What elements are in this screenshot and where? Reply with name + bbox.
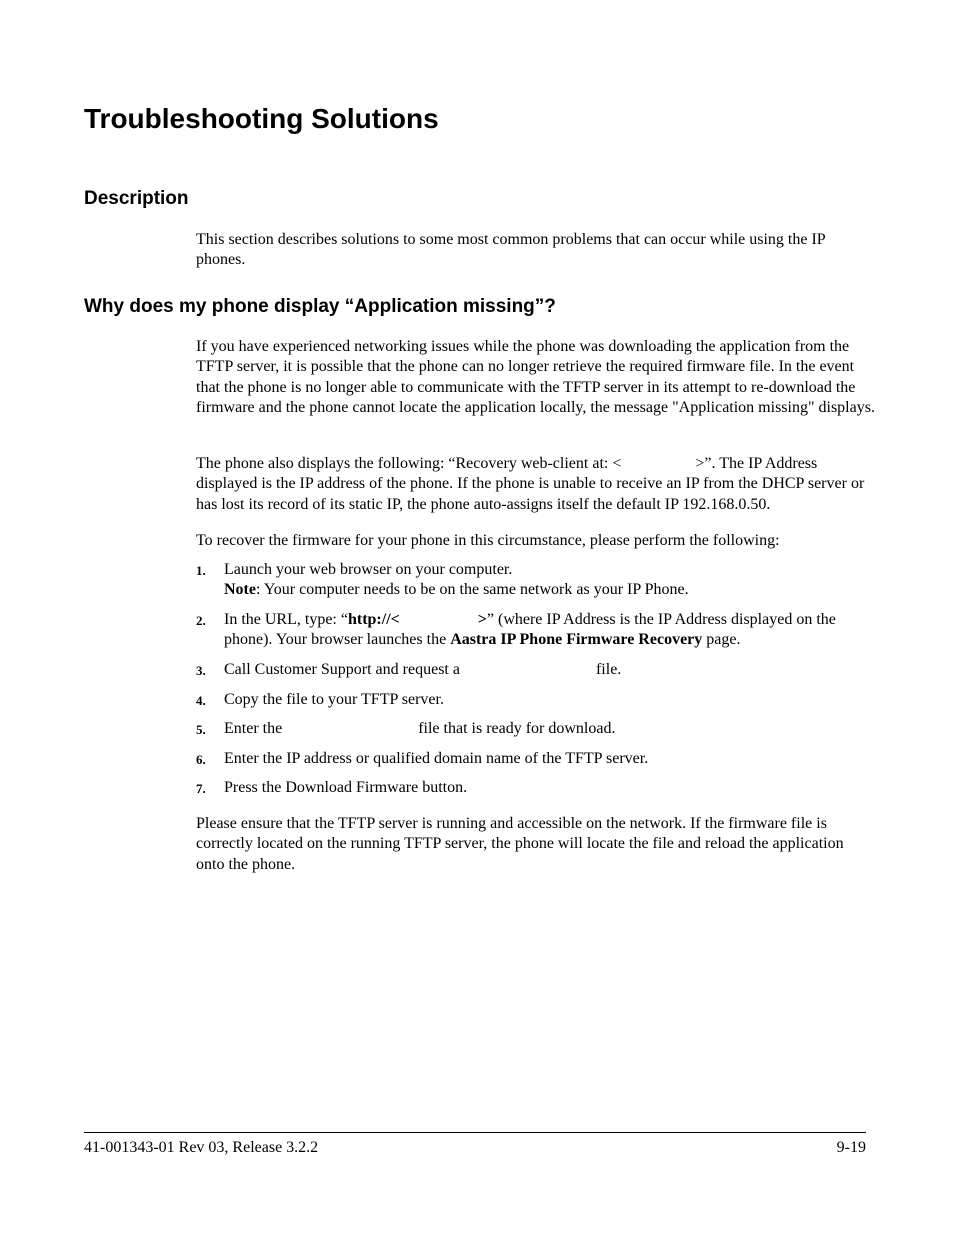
step-number: 5.	[196, 722, 206, 737]
app-missing-paragraph-4: Please ensure that the TFTP server is running and accessible on the network. If the firmware file is correctly located on the running TFTP server, the phone will locate the file and reload the application onto the phone.	[196, 815, 844, 873]
step-number: 1.	[196, 563, 206, 578]
description-text: This section describes solutions to some most common problems that can occur while using the IP phones.	[196, 231, 826, 269]
note-label: Note	[224, 581, 256, 599]
url-suffix: >	[477, 611, 487, 628]
step-text-pre: In the URL, type: “	[224, 611, 348, 628]
description-heading: Description	[84, 188, 189, 209]
recovery-page-name: Aastra IP Phone Firmware Recovery	[450, 631, 703, 649]
step-text: Press the Download Firmware button.	[224, 779, 468, 796]
step-text-mid: ” (where IP Address is the IP Address displayed on the phone). Your browser launches the	[224, 611, 836, 649]
page-title: Troubleshooting Solutions	[84, 103, 439, 134]
footer-doc-id: 41-001343-01 Rev 03, Release 3.2.2	[84, 1139, 319, 1156]
step-number: 4.	[196, 693, 206, 708]
recovery-text-start: The phone also displays the following: “Recovery web-client at: <	[196, 455, 622, 472]
step-number: 6.	[196, 752, 206, 767]
step-2	[196, 610, 876, 651]
recovery-text-end: >”. The IP Address displayed is the IP address of the phone. If the phone is unable to receive an IP from the DHCP server or has lost its record of its static IP, the phone auto-assigns itself the default IP 192.168.0.50.	[196, 455, 865, 513]
step-text: Copy the file to your TFTP server.	[224, 691, 444, 708]
app-missing-paragraph-3: To recover the firmware for your phone in this circumstance, please perform the following:	[196, 532, 780, 549]
url-prefix: http://<	[347, 611, 400, 628]
step-5	[196, 719, 876, 739]
app-missing-paragraph-1: If you have experienced networking issues while the phone was downloading the application from the TFTP server, it is possible that the phone can no longer retrieve the required firmware file. In the event that the phone is no longer able to communicate with the TFTP server in its attempt to re-download the firmware and the phone cannot locate the application locally, the message "Application missing" displays.	[196, 338, 875, 416]
step-number: 7.	[196, 781, 206, 796]
step-number: 2.	[196, 613, 206, 628]
step-4	[196, 690, 876, 710]
step-text-pre: Call Customer Support and request a	[224, 661, 460, 678]
step-text: Launch your web browser on your computer.	[224, 561, 513, 578]
app-missing-heading: Why does my phone display “Application missing”?	[84, 296, 556, 317]
step-3	[196, 660, 876, 680]
app-missing-paragraph-2	[196, 454, 876, 515]
footer-page-number: 9-19	[836, 1139, 866, 1156]
step-1	[196, 560, 876, 601]
step-text-post: file that is ready for download.	[418, 720, 616, 737]
step-text-pre: Enter the	[224, 720, 283, 737]
note-text: : Your computer needs to be on the same network as your IP Phone.	[255, 581, 689, 599]
step-text-post: file.	[595, 661, 622, 678]
step-7	[196, 778, 876, 798]
step-6	[196, 749, 876, 769]
footer-divider	[84, 1132, 866, 1133]
step-text-post: page.	[702, 631, 741, 649]
step-number: 3.	[196, 663, 206, 678]
step-text: Enter the IP address or qualified domain name of the TFTP server.	[224, 750, 649, 767]
